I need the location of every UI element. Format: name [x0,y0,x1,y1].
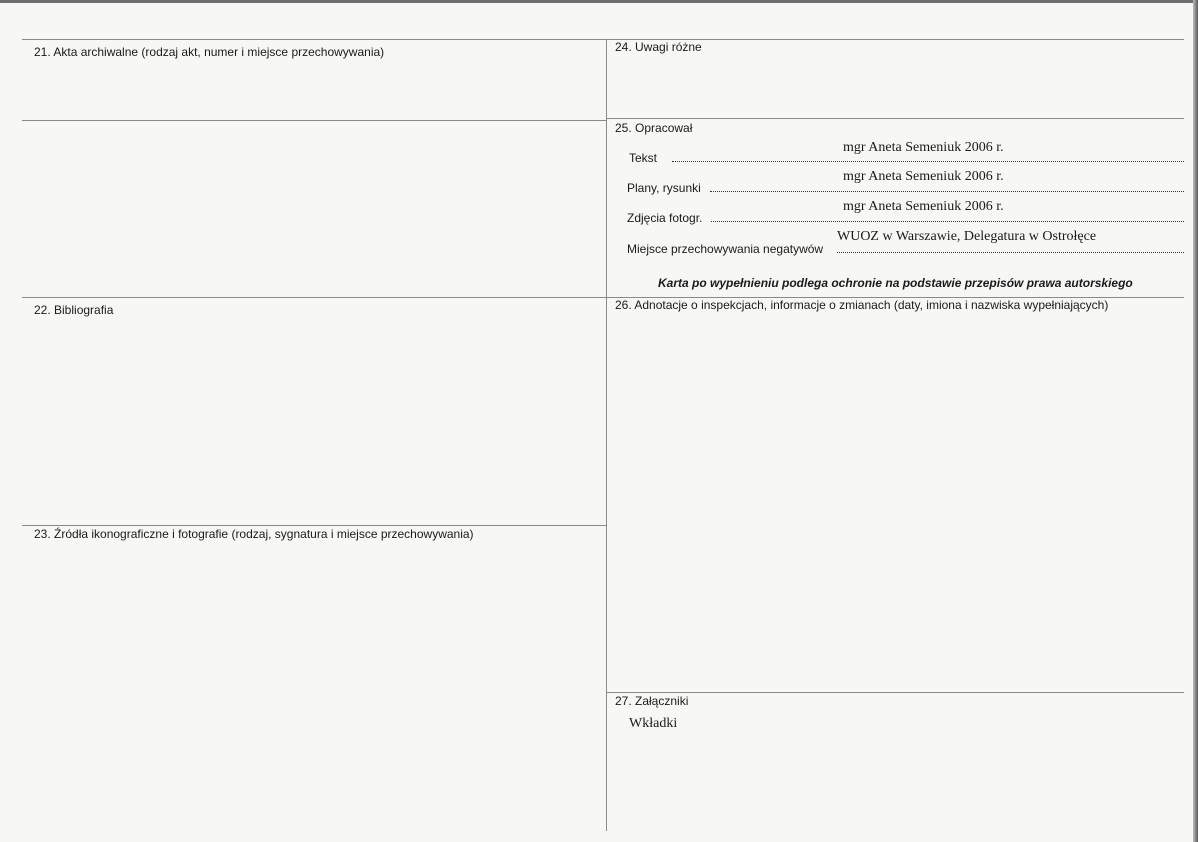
prepared-photos-label: Zdjęcia fotogr. [627,211,703,225]
attachments-value: Wkładki [629,716,678,731]
right-rule-1 [606,118,1184,119]
scan-edge-top [0,0,1198,3]
prepared-text-label: Tekst [629,151,658,165]
section-23-label: 23. Źródła ikonograficzne i fotografie (rodzaj, sygnatura i miejsce przechowywania) [34,527,474,541]
prepared-text-dots [672,161,1184,162]
negatives-location-value: WUOZ w Warszawie, Delegatura w Ostrołęce [837,229,1097,244]
copyright-note: Karta po wypełnieniu podlega ochronie na podstawie przepisów prawa autorskiego [658,276,1133,290]
left-rule-2 [22,525,606,526]
prepared-photos-value: mgr Aneta Semeniuk 2006 r. [843,199,1004,214]
prepared-plans-label: Plany, rysunki [627,181,701,195]
left-rule-1 [22,120,606,121]
right-rule-2 [606,692,1184,693]
negatives-location-label: Miejsce przechowywania negatywów [627,242,824,256]
section-24-label: 24. Uwagi różne [615,40,702,54]
center-divider [606,39,607,831]
section-21-label: 21. Akta archiwalne (rodzaj akt, numer i miejsce przechowywania) [34,45,385,59]
prepared-plans-dots [710,191,1184,192]
section-26-label: 26. Adnotacje o inspekcjach, informacje o zmianach (daty, imiona i nazwiska wypełniających) [615,298,1109,312]
top-rule [22,39,1184,40]
section-27-label: 27. Załączniki [615,694,689,708]
section-22-label: 22. Bibliografia [34,303,114,317]
section-25-label: 25. Opracował [615,121,693,135]
prepared-plans-value: mgr Aneta Semeniuk 2006 r. [843,169,1004,184]
negatives-location-dots [837,252,1184,253]
prepared-text-value: mgr Aneta Semeniuk 2006 r. [843,140,1004,155]
scan-edge-right [1193,0,1198,842]
prepared-photos-dots [711,221,1184,222]
